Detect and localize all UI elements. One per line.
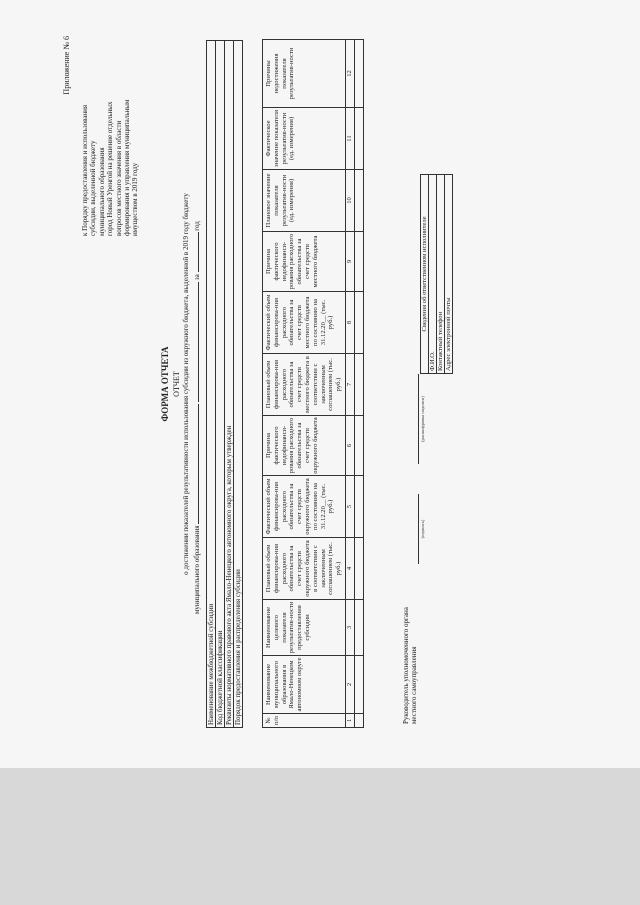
report-subtitle: ОТЧЕТ xyxy=(172,371,181,397)
empty-cell xyxy=(354,656,363,714)
contact-table xyxy=(420,174,453,374)
contact-row xyxy=(437,175,445,374)
appendix-line: муниципального образования xyxy=(97,147,106,236)
col-header: Фактическое значение показателя результатив-ности (ед. измерения) xyxy=(263,108,346,170)
rotated-document xyxy=(50,34,590,734)
column-number: 9 xyxy=(345,232,354,292)
col-header: Причина фактического недофинанси-рования расходного обязательства за счет средств окружного бюджета xyxy=(263,416,346,476)
empty-cell xyxy=(354,170,363,232)
empty-cell xyxy=(354,232,363,292)
info-row xyxy=(207,41,216,728)
contact-row xyxy=(445,175,453,374)
col-header: Плановый объем финансирова-ния расходного обязательства за счет средств окружного бюджета в соответствии с заключенным соглашением (тыс. руб.) xyxy=(263,538,346,600)
col-header: Наименование муниципального образования в Ямало-Ненецком автономном округе xyxy=(263,656,346,714)
appendix-line: к Порядку предоставления и использования xyxy=(81,104,89,236)
col-header: Наименование целевого показателя результатив-ности предоставления субсидии xyxy=(263,600,346,656)
appendix-line: имуществом в 2019 году xyxy=(131,162,140,236)
column-number: 12 xyxy=(345,40,354,108)
signature-caption: (подпись) xyxy=(420,519,425,539)
column-number: 3 xyxy=(345,600,354,656)
municipality-blank xyxy=(198,404,199,524)
info-row xyxy=(234,41,243,728)
column-number: 1 xyxy=(345,714,354,728)
period-prefix: муниципального образования xyxy=(193,525,201,614)
appendix-line: город Новый Уренгой на решение отдельных xyxy=(106,101,115,236)
empty-cell xyxy=(354,538,363,600)
col-header: Причина фактического недофинанси-рования расходного обязательства за счет средств местного бюджета xyxy=(263,232,346,292)
form-title: ФОРМА ОТЧЕТА xyxy=(160,346,170,422)
info-row xyxy=(225,41,234,728)
appendix-lines xyxy=(81,36,140,236)
empty-cell xyxy=(354,108,363,170)
decode-caption: (расшифровка подписи) xyxy=(420,396,425,442)
column-number: 4 xyxy=(345,538,354,600)
empty-cell xyxy=(354,476,363,538)
info-row xyxy=(216,41,225,728)
appendix-title: Приложение № 6 xyxy=(62,36,71,95)
column-number: 5 xyxy=(345,476,354,538)
appendix-line: субсидии, выделенной бюджету xyxy=(89,140,98,236)
col-header: № п/п xyxy=(263,714,346,728)
decode-line xyxy=(418,374,419,464)
column-number: 11 xyxy=(345,108,354,170)
empty-cell xyxy=(354,416,363,476)
municipality-blank-2 xyxy=(198,282,199,402)
period-suffix: год xyxy=(193,221,201,231)
report-description: о достижении показателей результативности использования субсидии из окружного бюджета, выделенной в 2019 году бюджету xyxy=(182,193,190,575)
period-line xyxy=(193,54,201,614)
appendix-line: вопросов местного значения в области xyxy=(114,120,123,236)
info-label: Реквизиты нормативного правового акта Ямало-Ненецкого автономного округа, которым утвержден xyxy=(225,41,234,728)
contact-label: Ф.И.О. xyxy=(429,175,437,374)
year-blank xyxy=(198,232,199,272)
contact-title: Сведения об ответственном исполнителе xyxy=(421,175,429,374)
appendix-block xyxy=(62,36,140,236)
info-label: Наименование межбюджетной субсидии xyxy=(207,41,216,728)
empty-data-row xyxy=(354,40,363,728)
column-number: 2 xyxy=(345,656,354,714)
signature-line xyxy=(418,494,419,564)
column-number-row xyxy=(345,40,354,728)
header-row xyxy=(263,40,346,728)
column-number: 7 xyxy=(345,354,354,416)
column-number: 6 xyxy=(345,416,354,476)
col-header: Причины недостижения показателя результатив-ности xyxy=(263,40,346,108)
col-header: Плановое значение показателя результатив-ности (ед. измерения) xyxy=(263,170,346,232)
empty-cell xyxy=(354,600,363,656)
contact-label: Контактный телефон xyxy=(437,175,445,374)
info-table xyxy=(206,40,243,728)
column-number: 8 xyxy=(345,292,354,354)
empty-cell xyxy=(354,40,363,108)
appendix-line: формирования и управления муниципальным xyxy=(123,99,132,236)
info-label: Порядок предоставления и распределения субсидии xyxy=(234,41,243,728)
col-header: Фактический объем финансирова-ния расходного обязательства за счет средств окружного бюджета по состоянию на 31.12.20__ (тыс. руб.) xyxy=(263,476,346,538)
col-header: Плановый объем финансирова-ния расходного обязательства за счет средств местного бюджета в соответствии с заключенным соглашением (тыс. руб.) xyxy=(263,354,346,416)
empty-cell xyxy=(354,714,363,728)
contact-title-row xyxy=(421,175,429,374)
column-number: 10 xyxy=(345,170,354,232)
contact-label: Адрес электронной почты xyxy=(445,175,453,374)
head-title-line2: местного самоуправления xyxy=(410,646,419,724)
head-title-line1: Руководитель уполномоченного органа xyxy=(402,607,410,724)
empty-cell xyxy=(354,292,363,354)
empty-cell xyxy=(354,354,363,416)
col-header: Фактический объем финансирова-ния расходного обязательства за счет средств местного бюджета по состоянию на 31.12.20__ (тыс. руб.) xyxy=(263,292,346,354)
info-label: Код бюджетной классификации xyxy=(216,41,225,728)
contact-row xyxy=(429,175,437,374)
report-table xyxy=(262,39,364,728)
period-mid: за xyxy=(193,274,201,281)
scan-background xyxy=(0,768,640,905)
